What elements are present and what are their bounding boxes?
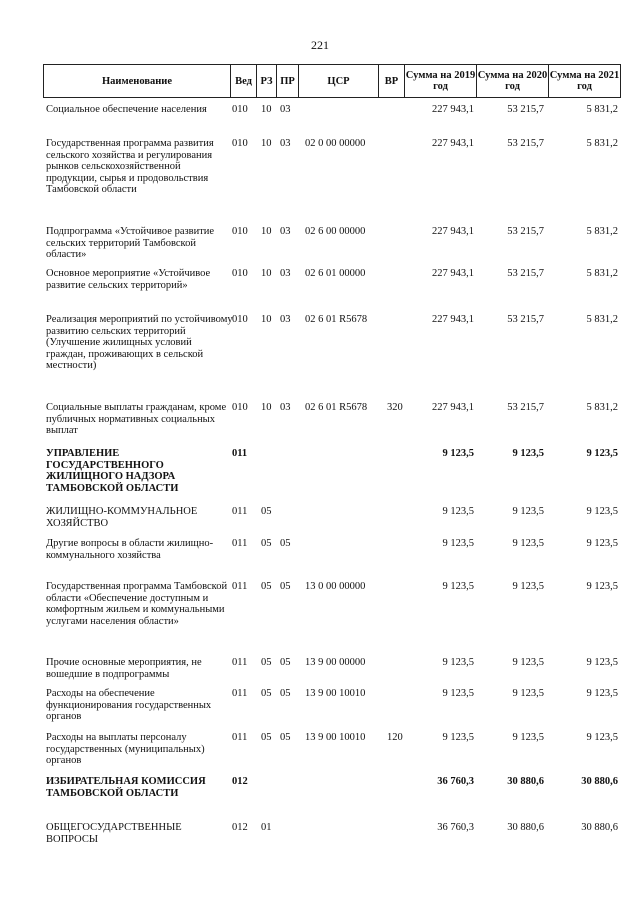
cell-csr: 02 6 01 R5678 bbox=[305, 402, 368, 413]
cell-name: Расходы на выплаты персоналу государственных (муниципальных) органов bbox=[46, 732, 205, 767]
cell-name: Реализация мероприятий по устойчивому развитию сельских территорий (Улучшение жилищных условий граждан, проживающих в сельской местности) bbox=[46, 314, 233, 372]
cell-ved: 011 bbox=[232, 732, 248, 743]
cell-ved: 012 bbox=[232, 776, 248, 787]
cell-rz: 01 bbox=[261, 822, 272, 833]
cell-s2020: 9 123,5 bbox=[512, 732, 544, 743]
cell-s2020: 30 880,6 bbox=[507, 776, 544, 787]
cell-name: ОБЩЕГОСУДАРСТВЕННЫЕ ВОПРОСЫ bbox=[46, 822, 182, 845]
cell-s2021: 9 123,5 bbox=[586, 506, 618, 517]
cell-s2020: 9 123,5 bbox=[512, 448, 544, 459]
cell-ved: 010 bbox=[232, 268, 248, 279]
cell-s2020: 30 880,6 bbox=[507, 822, 544, 833]
cell-ved: 011 bbox=[232, 538, 248, 549]
cell-s2019: 227 943,1 bbox=[432, 268, 474, 279]
header-sum-2020: Сумма на 2020 год bbox=[476, 65, 548, 97]
cell-csr: 13 9 00 10010 bbox=[305, 732, 366, 743]
cell-s2020: 53 215,7 bbox=[507, 268, 544, 279]
cell-name: УПРАВЛЕНИЕ ГОСУДАРСТВЕННОГО ЖИЛИЩНОГО НАДЗОРА ТАМБОВСКОЙ ОБЛАСТИ bbox=[46, 448, 179, 494]
cell-s2020: 53 215,7 bbox=[507, 138, 544, 149]
header-rz: РЗ bbox=[256, 65, 276, 97]
cell-pr: 03 bbox=[280, 314, 291, 325]
cell-ved: 010 bbox=[232, 104, 248, 115]
cell-csr: 02 6 01 R5678 bbox=[305, 314, 368, 325]
cell-s2019: 227 943,1 bbox=[432, 138, 474, 149]
cell-s2020: 9 123,5 bbox=[512, 657, 544, 668]
cell-name: Социальное обеспечение населения bbox=[46, 104, 207, 115]
cell-s2021: 5 831,2 bbox=[586, 268, 618, 279]
cell-rz: 05 bbox=[261, 688, 272, 699]
cell-name: Основное мероприятие «Устойчивое развитие сельских территорий» bbox=[46, 268, 211, 291]
cell-s2021: 9 123,5 bbox=[586, 448, 618, 459]
cell-rz: 10 bbox=[261, 402, 272, 413]
cell-s2019: 227 943,1 bbox=[432, 226, 474, 237]
cell-ved: 011 bbox=[232, 506, 248, 517]
cell-s2019: 227 943,1 bbox=[432, 314, 474, 325]
cell-s2021: 9 123,5 bbox=[586, 732, 618, 743]
table-header bbox=[43, 64, 621, 98]
cell-s2021: 30 880,6 bbox=[581, 822, 618, 833]
cell-name: Государственная программа развития сельского хозяйства и регулирования рынков сельскохозяйственной продукции, сырья и продовольствия Тамбовской области bbox=[46, 138, 214, 196]
cell-rz: 10 bbox=[261, 268, 272, 279]
cell-s2019: 36 760,3 bbox=[437, 776, 474, 787]
cell-s2020: 53 215,7 bbox=[507, 314, 544, 325]
cell-ved: 011 bbox=[232, 581, 248, 592]
cell-pr: 05 bbox=[280, 732, 291, 743]
cell-s2021: 5 831,2 bbox=[586, 138, 618, 149]
cell-s2021: 9 123,5 bbox=[586, 538, 618, 549]
cell-pr: 03 bbox=[280, 268, 291, 279]
cell-name: Подпрограмма «Устойчивое развитие сельских территорий Тамбовской области» bbox=[46, 226, 215, 261]
cell-s2019: 9 123,5 bbox=[442, 657, 474, 668]
cell-ved: 012 bbox=[232, 822, 248, 833]
cell-rz: 10 bbox=[261, 314, 272, 325]
cell-s2021: 5 831,2 bbox=[586, 104, 618, 115]
cell-csr: 13 0 00 00000 bbox=[305, 581, 366, 592]
cell-s2020: 9 123,5 bbox=[512, 581, 544, 592]
cell-s2019: 9 123,5 bbox=[442, 732, 474, 743]
cell-pr: 03 bbox=[280, 226, 291, 237]
cell-s2019: 9 123,5 bbox=[442, 448, 474, 459]
cell-s2021: 5 831,2 bbox=[586, 314, 618, 325]
cell-rz: 05 bbox=[261, 538, 272, 549]
cell-s2020: 53 215,7 bbox=[507, 402, 544, 413]
cell-name: Прочие основные мероприятия, не вошедшие в подпрограммы bbox=[46, 657, 202, 680]
cell-ved: 010 bbox=[232, 138, 248, 149]
cell-pr: 05 bbox=[280, 538, 291, 549]
cell-pr: 03 bbox=[280, 138, 291, 149]
cell-s2019: 227 943,1 bbox=[432, 104, 474, 115]
cell-s2021: 5 831,2 bbox=[586, 402, 618, 413]
cell-s2019: 9 123,5 bbox=[442, 506, 474, 517]
cell-s2021: 5 831,2 bbox=[586, 226, 618, 237]
cell-vr: 320 bbox=[387, 402, 403, 413]
cell-csr: 13 9 00 00000 bbox=[305, 657, 366, 668]
cell-ved: 010 bbox=[232, 402, 248, 413]
header-name: Наименование bbox=[102, 75, 172, 87]
cell-ved: 010 bbox=[232, 314, 248, 325]
cell-s2019: 36 760,3 bbox=[437, 822, 474, 833]
cell-s2021: 9 123,5 bbox=[586, 688, 618, 699]
cell-s2019: 227 943,1 bbox=[432, 402, 474, 413]
cell-vr: 120 bbox=[387, 732, 403, 743]
cell-s2020: 9 123,5 bbox=[512, 688, 544, 699]
cell-pr: 05 bbox=[280, 581, 291, 592]
cell-rz: 10 bbox=[261, 104, 272, 115]
cell-s2021: 9 123,5 bbox=[586, 581, 618, 592]
cell-rz: 05 bbox=[261, 506, 272, 517]
cell-s2019: 9 123,5 bbox=[442, 581, 474, 592]
cell-name: Социальные выплаты гражданам, кроме публичных нормативных социальных выплат bbox=[46, 402, 227, 437]
cell-rz: 10 bbox=[261, 138, 272, 149]
page-number: 221 bbox=[311, 38, 329, 52]
cell-name: Другие вопросы в области жилищно-коммунального хозяйства bbox=[46, 538, 214, 561]
cell-pr: 05 bbox=[280, 657, 291, 668]
cell-ved: 011 bbox=[232, 657, 248, 668]
header-sum-2021: Сумма на 2021 год bbox=[548, 65, 620, 97]
cell-s2021: 30 880,6 bbox=[581, 776, 618, 787]
cell-rz: 05 bbox=[261, 732, 272, 743]
cell-rz: 05 bbox=[261, 581, 272, 592]
cell-s2020: 53 215,7 bbox=[507, 104, 544, 115]
cell-pr: 03 bbox=[280, 104, 291, 115]
cell-name: Государственная программа Тамбовской области «Обеспечение доступным и комфортным жильем и коммунальными услугами населения области» bbox=[46, 581, 228, 627]
cell-ved: 010 bbox=[232, 226, 248, 237]
cell-csr: 13 9 00 10010 bbox=[305, 688, 366, 699]
cell-s2020: 9 123,5 bbox=[512, 506, 544, 517]
cell-s2020: 9 123,5 bbox=[512, 538, 544, 549]
cell-ved: 011 bbox=[232, 688, 248, 699]
cell-s2021: 9 123,5 bbox=[586, 657, 618, 668]
cell-rz: 05 bbox=[261, 657, 272, 668]
header-ved: Вед bbox=[230, 65, 256, 97]
cell-pr: 03 bbox=[280, 402, 291, 413]
cell-ved: 011 bbox=[232, 448, 248, 459]
cell-pr: 05 bbox=[280, 688, 291, 699]
cell-csr: 02 6 01 00000 bbox=[305, 268, 366, 279]
cell-name: ИЗБИРАТЕЛЬНАЯ КОМИССИЯ ТАМБОВСКОЙ ОБЛАСТИ bbox=[46, 776, 206, 799]
cell-name: Расходы на обеспечение функционирования государственных органов bbox=[46, 688, 212, 723]
cell-s2019: 9 123,5 bbox=[442, 688, 474, 699]
header-pr: ПР bbox=[276, 65, 298, 97]
header-vr: ВР bbox=[378, 65, 404, 97]
cell-csr: 02 0 00 00000 bbox=[305, 138, 366, 149]
header-csr: ЦСР bbox=[298, 65, 378, 97]
cell-name: ЖИЛИЩНО-КОММУНАЛЬНОЕ ХОЗЯЙСТВО bbox=[46, 506, 198, 529]
cell-s2019: 9 123,5 bbox=[442, 538, 474, 549]
cell-csr: 02 6 00 00000 bbox=[305, 226, 366, 237]
cell-s2020: 53 215,7 bbox=[507, 226, 544, 237]
cell-rz: 10 bbox=[261, 226, 272, 237]
header-sum-2019: Сумма на 2019 год bbox=[404, 65, 476, 97]
